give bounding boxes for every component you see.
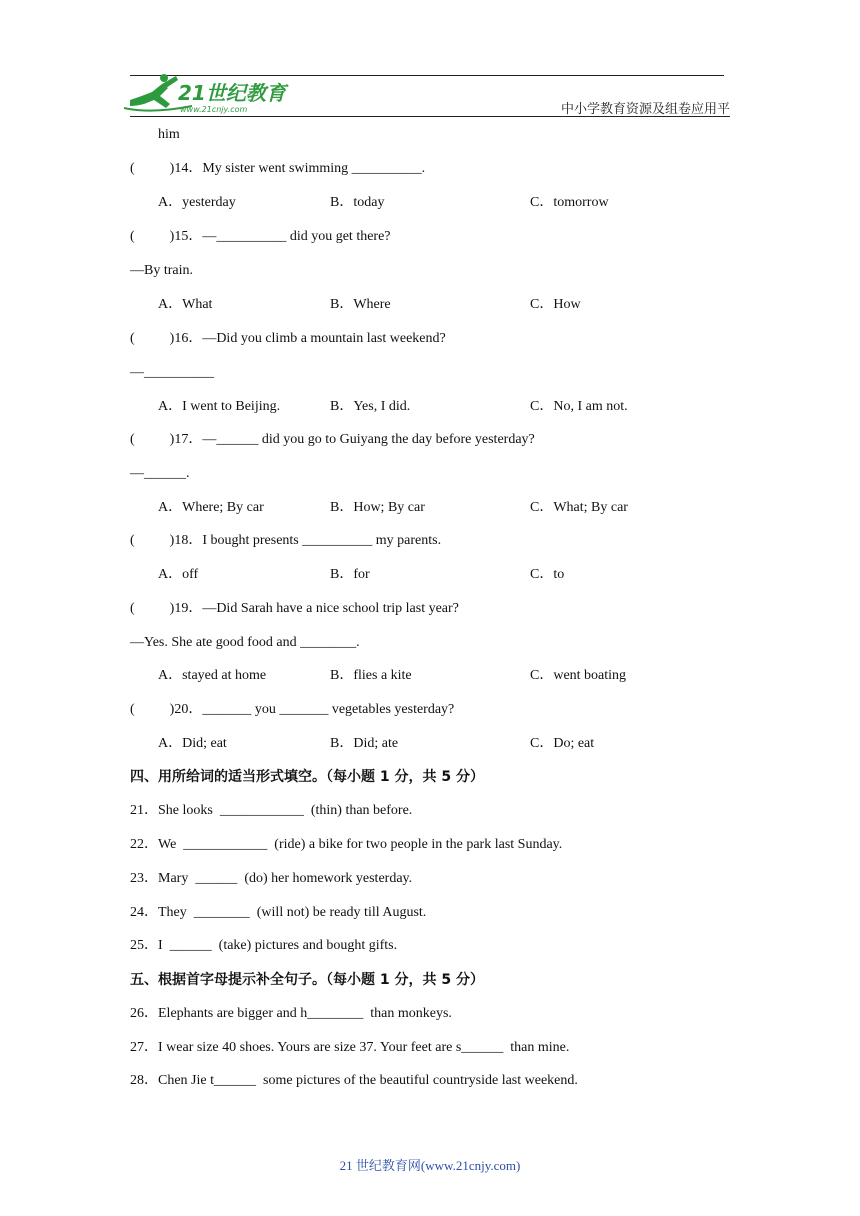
q15-answer-line: —By train.	[130, 263, 193, 278]
question-17: ( )17．—______ did you go to Guiyang the day before yesterday?	[130, 432, 535, 447]
page-header	[0, 0, 860, 120]
header-site-name: 中小学教育资源及组卷应用平	[560, 101, 730, 116]
q17-option-b: B．How; By car	[330, 500, 425, 515]
section-5-title: 五、根据首字母提示补全句子。（每小题 1 分，共 5 分）	[130, 972, 484, 988]
q19-option-b: B．flies a kite	[330, 668, 412, 683]
question-20: ( )20．_______ you _______ vegetables yesterday?	[130, 702, 455, 717]
question-19: ( )19．—Did Sarah have a nice school trip last year?	[130, 601, 459, 616]
item-28: 28．Chen Jie t______ some pictures of the beautiful countryside last weekend.	[130, 1073, 578, 1088]
q15-option-a: A．What	[158, 297, 213, 312]
header-rule-bottom	[130, 116, 730, 117]
page-footer: 21 世纪教育网(www.21cnjy.com)	[339, 1158, 521, 1173]
q15-option-b: B．Where	[330, 297, 391, 312]
question-16: ( )16．—Did you climb a mountain last weekend?	[130, 331, 446, 346]
q16-answer-line: —__________	[130, 365, 214, 380]
q20-option-c: C．Do; eat	[530, 736, 595, 751]
section-4-title: 四、用所给词的适当形式填空。（每小题 1 分，共 5 分）	[130, 769, 484, 785]
item-21: 21．She looks ____________ (thin) than before.	[130, 803, 413, 818]
q16-option-b: B．Yes, I did.	[330, 399, 411, 414]
question-18: ( )18．I bought presents __________ my parents.	[130, 533, 442, 548]
q14-option-c: C．tomorrow	[530, 195, 609, 210]
q20-option-a: A．Did; eat	[158, 736, 227, 751]
q19-option-a: A．stayed at home	[158, 668, 267, 683]
logo-text: 21世纪教育	[178, 81, 286, 105]
q16-option-a: A．I went to Beijing.	[158, 399, 281, 414]
item-22: 22．We ____________ (ride) a bike for two people in the park last Sunday.	[130, 837, 563, 852]
q17-option-a: A．Where; By car	[158, 500, 264, 515]
q18-option-a: A．off	[158, 567, 199, 582]
q20-option-b: B．Did; ate	[330, 736, 399, 751]
q14-option-b: B．today	[330, 195, 385, 210]
item-27: 27．I wear size 40 shoes. Yours are size 37. Your feet are s______ than mine.	[130, 1040, 570, 1055]
q18-option-b: B．for	[330, 567, 370, 582]
question-15: ( )15．—__________ did you get there?	[130, 229, 391, 244]
question-14: ( )14．My sister went swimming __________.	[130, 161, 426, 176]
logo-21cnjy	[122, 70, 292, 116]
q18-option-c: C．to	[530, 567, 565, 582]
q14-option-a: A．yesterday	[158, 195, 236, 210]
item-23: 23．Mary ______ (do) her homework yesterday.	[130, 871, 413, 886]
item-26: 26．Elephants are bigger and h________ than monkeys.	[130, 1006, 452, 1021]
logo-url: www.21cnjy.com	[180, 105, 248, 114]
q19-answer-line: —Yes. She ate good food and ________.	[130, 635, 360, 650]
q17-option-c: C．What; By car	[530, 500, 628, 515]
q19-option-c: C．went boating	[530, 668, 627, 683]
q16-option-c: C．No, I am not.	[530, 399, 628, 414]
item-24: 24．They ________ (will not) be ready till August.	[130, 905, 427, 920]
item-25: 25．I ______ (take) pictures and bought gifts.	[130, 938, 398, 953]
q15-option-c: C．How	[530, 297, 581, 312]
q17-answer-line: —______.	[130, 466, 190, 481]
continuation-text: him	[158, 127, 180, 142]
